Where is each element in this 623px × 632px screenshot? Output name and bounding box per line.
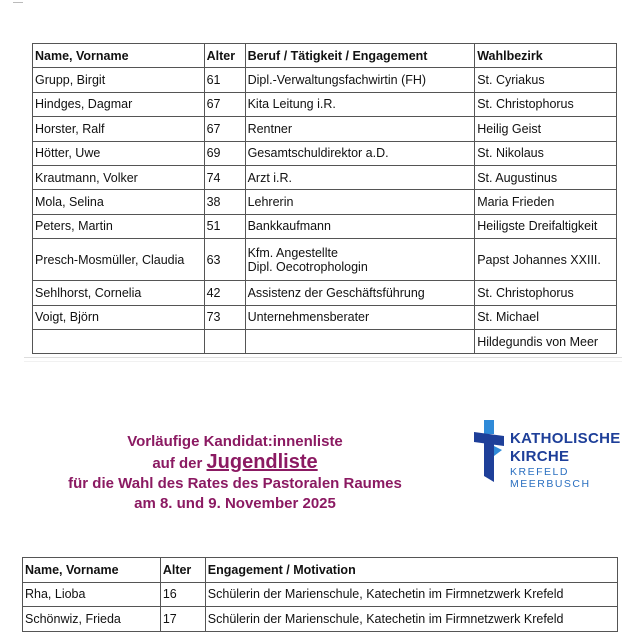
- table-row: [33, 305, 617, 329]
- cell-name: Presch-Mosmüller, Claudia: [33, 239, 205, 281]
- table-row: [23, 607, 618, 632]
- cell-district: Heilig Geist: [475, 117, 617, 141]
- youth-candidate-table: [22, 557, 618, 632]
- table-row: [33, 92, 617, 116]
- cell-name: Horster, Ralf: [33, 117, 205, 141]
- cell-district: Papst Johannes XXIII.: [475, 239, 617, 281]
- cell-name: Rha, Lioba: [23, 582, 161, 607]
- cell-district: Hildegundis von Meer: [475, 329, 617, 353]
- cell-job-line: Kfm. Angestellte: [247, 245, 338, 260]
- heading-line4: am 8. und 9. November 2025: [134, 495, 336, 512]
- cell-age: 38: [204, 190, 245, 214]
- cell-age: 67: [204, 92, 245, 116]
- table-header-row: [33, 44, 617, 68]
- cell-district: St. Cyriakus: [475, 68, 617, 92]
- table-row: [33, 214, 617, 238]
- cell-name: Grupp, Birgit: [33, 68, 205, 92]
- cell-age: [204, 329, 245, 353]
- logo-line1: KATHOLISCHE: [510, 430, 621, 447]
- cell-age: 61: [204, 68, 245, 92]
- cell-job: Assistenz der Geschäftsführung: [245, 281, 475, 305]
- table-row: [33, 68, 617, 92]
- cell-age: 16: [160, 582, 205, 607]
- cross-icon: [474, 420, 506, 482]
- heading-line3: für die Wahl des Rates des Pastoralen Raumes: [68, 475, 402, 492]
- table-row: [23, 582, 618, 607]
- cell-name: [33, 329, 205, 353]
- list-heading: [40, 432, 430, 514]
- cell-district: St. Michael: [475, 305, 617, 329]
- page-divider: [24, 357, 622, 358]
- header-job: Beruf / Tätigkeit / Engagement: [245, 44, 475, 68]
- logo-text: [510, 430, 621, 490]
- table-row: [33, 141, 617, 165]
- cell-job: Lehrerin: [245, 190, 475, 214]
- header-name: Name, Vorname: [33, 44, 205, 68]
- cell-name: Voigt, Björn: [33, 305, 205, 329]
- cell-district: St. Nikolaus: [475, 141, 617, 165]
- cell-motivation: Schülerin der Marienschule, Katechetin im Firmnetzwerk Krefeld: [205, 607, 617, 632]
- cell-age: 69: [204, 141, 245, 165]
- table-row: [33, 281, 617, 305]
- cell-name: Sehlhorst, Cornelia: [33, 281, 205, 305]
- cell-age: 73: [204, 305, 245, 329]
- cell-district: St. Augustinus: [475, 165, 617, 189]
- cell-district: Maria Frieden: [475, 190, 617, 214]
- cell-district: St. Christophorus: [475, 92, 617, 116]
- heading-line1: Vorläufige Kandidat:innenliste: [127, 433, 343, 450]
- header-motivation: Engagement / Motivation: [205, 558, 617, 583]
- cell-age: 74: [204, 165, 245, 189]
- logo-line2: KIRCHE: [510, 448, 570, 465]
- cell-name: Schönwiz, Frieda: [23, 607, 161, 632]
- cell-job-line: Dipl. Oecotrophologin: [247, 259, 368, 274]
- header-age: Alter: [204, 44, 245, 68]
- cell-job: [245, 329, 475, 353]
- cell-motivation: Schülerin der Marienschule, Katechetin im Firmnetzwerk Krefeld: [205, 582, 617, 607]
- table-row: [33, 165, 617, 189]
- cell-district: St. Christophorus: [475, 281, 617, 305]
- cell-name: Hindges, Dagmar: [33, 92, 205, 116]
- church-logo: [474, 420, 619, 492]
- header-age: Alter: [160, 558, 205, 583]
- cell-name: Krautmann, Volker: [33, 165, 205, 189]
- cell-job: Dipl.-Verwaltungsfachwirtin (FH): [245, 68, 475, 92]
- heading-line2: [40, 452, 430, 474]
- cell-job: Unternehmensberater: [245, 305, 475, 329]
- table-row: [33, 329, 617, 353]
- cell-name: Peters, Martin: [33, 214, 205, 238]
- cell-age: 63: [204, 239, 245, 281]
- cell-district: Heiligste Dreifaltigkeit: [475, 214, 617, 238]
- cell-job: [245, 239, 475, 281]
- logo-line3: KREFELD: [510, 466, 569, 478]
- page-divider: [24, 361, 622, 362]
- candidate-table: [32, 43, 617, 354]
- cell-job: Arzt i.R.: [245, 165, 475, 189]
- cell-name: Mola, Selina: [33, 190, 205, 214]
- cell-age: 51: [204, 214, 245, 238]
- page-corner-mark: [13, 2, 23, 3]
- cell-job: Kita Leitung i.R.: [245, 92, 475, 116]
- heading-prefix: auf der: [152, 455, 203, 472]
- cell-job: Bankkaufmann: [245, 214, 475, 238]
- cell-age: 42: [204, 281, 245, 305]
- cell-age: 17: [160, 607, 205, 632]
- table-row: [33, 117, 617, 141]
- table-row: [33, 239, 617, 281]
- logo-line4: MEERBUSCH: [510, 478, 591, 490]
- cell-job: Rentner: [245, 117, 475, 141]
- header-name: Name, Vorname: [23, 558, 161, 583]
- cell-age: 67: [204, 117, 245, 141]
- table-row: [33, 190, 617, 214]
- cell-name: Hötter, Uwe: [33, 141, 205, 165]
- cell-job: Gesamtschuldirektor a.D.: [245, 141, 475, 165]
- header-district: Wahlbezirk: [475, 44, 617, 68]
- heading-emphasis: Jugendliste: [206, 451, 318, 473]
- table-header-row: [23, 558, 618, 583]
